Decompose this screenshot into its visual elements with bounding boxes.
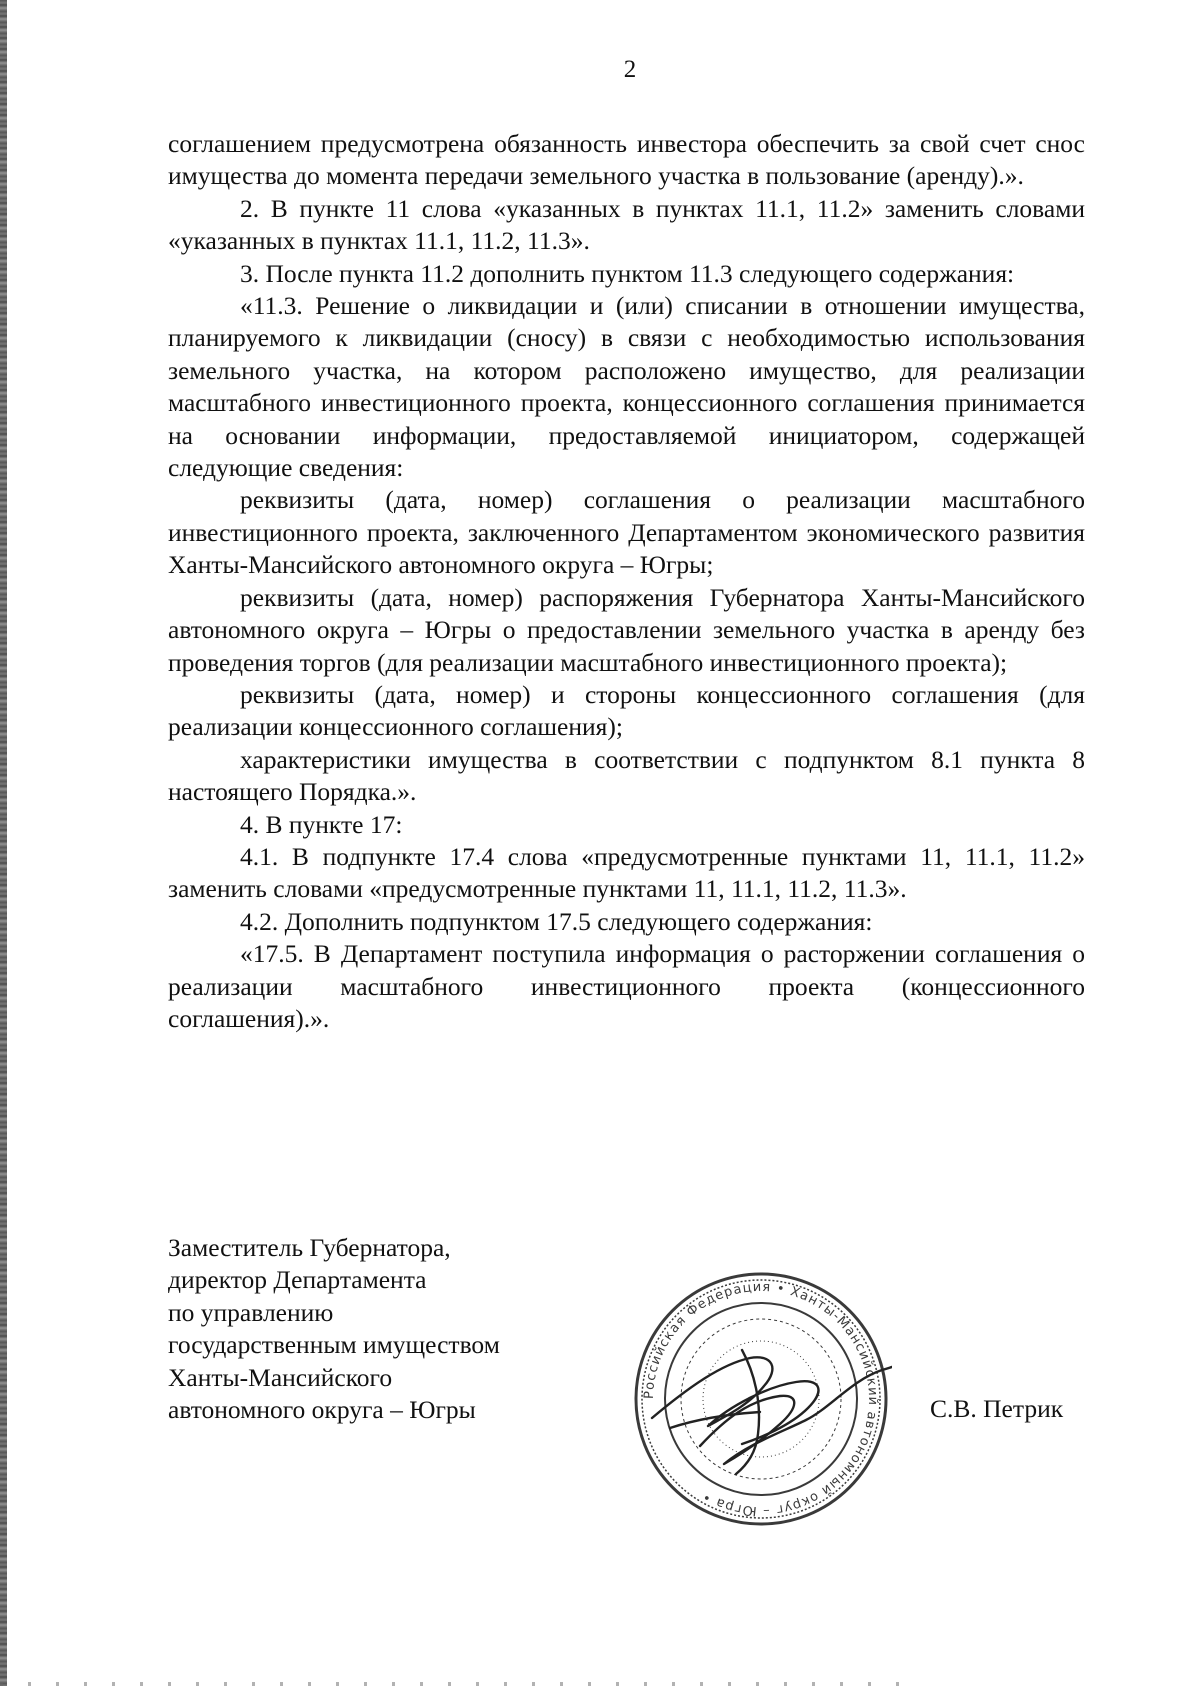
paragraph: 2. В пункте 11 слова «указанных в пунктах 11.1, 11.2» заменить словами «указанных в пунктах 11.1, 11.2, 11.3». xyxy=(168,193,1085,256)
paragraph: характеристики имущества в соответствии с подпунктом 8.1 пункта 8 настоящего Порядка.». xyxy=(168,744,1085,807)
paragraph: реквизиты (дата, номер) соглашения о реализации масштабного инвестиционного проекта, заключенного Департаментом экономического развития Ханты-Мансийского автономного округа – Югры; xyxy=(168,485,1085,580)
signatory-title-line: директор Департамента xyxy=(168,1265,427,1295)
paragraph: 4.1. В подпункте 17.4 слова «предусмотренные пунктами 11, 11.1, 11.2» заменить словами «предусмотренные пунктами 11, 11.1, 11.2, 11.3». xyxy=(168,841,1085,904)
signer-name: С.В. Петрик xyxy=(930,1394,1064,1423)
signatory-title-line: по управлению xyxy=(168,1297,334,1327)
scan-bottom-artifact xyxy=(0,1682,900,1686)
paragraph: «11.3. Решение о ликвидации и (или) списании в отношении имущества, планируемого к ликвидации (сносу) в связи с необходимостью использования земельного участка, на котором расположено имущество, для реализации масштабного инвестиционного проекта, концессионного соглашения принимается на основании информации, предоставляемой инициатором, содержащей следующие сведения: xyxy=(168,291,1085,483)
signatory-title-line: Заместитель Губернатора, xyxy=(168,1233,451,1262)
document-body xyxy=(168,128,1085,1035)
paragraph: 4.2. Дополнить подпунктом 17.5 следующего содержания: xyxy=(240,906,873,936)
page-number: 2 xyxy=(623,56,637,83)
seal-text: Российская Федерация • Ханты-Мансийский автономный округ – Югра • xyxy=(641,1279,881,1519)
signatory-title-line: государственным имуществом xyxy=(168,1330,500,1360)
signatory-title-line: Ханты-Мансийского xyxy=(168,1362,393,1392)
paragraph: реквизиты (дата, номер) и стороны концессионного соглашения (для реализации концессионного соглашения); xyxy=(168,679,1085,742)
signatory-title-line: автономного округа – Югры xyxy=(168,1395,476,1425)
svg-text:Российская Федерация • Ханты-М xyxy=(642,1280,880,1518)
scan-edge-artifact xyxy=(0,0,7,1686)
official-seal-icon xyxy=(630,1268,892,1530)
paragraph: 3. После пункта 11.2 дополнить пунктом 11.3 следующего содержания: xyxy=(240,258,1015,288)
paragraph: соглашением предусмотрена обязанность инвестора обеспечить за свой счет снос имущества до момента передачи земельного участка в пользование (аренду).». xyxy=(168,129,1085,191)
signatory-title xyxy=(168,1232,500,1426)
paragraph: 4. В пункте 17: xyxy=(240,809,403,839)
paragraph: «17.5. В Департамент поступила информация о расторжении соглашения о реализации масштабного инвестиционного проекта (концессионного соглашения).». xyxy=(168,939,1085,1033)
paragraph: реквизиты (дата, номер) распоряжения Губернатора Ханты-Мансийского автономного округа – Югры о предоставлении земельного участка в аренду без проведения торгов (для реализации масштабного инвестиционного проекта); xyxy=(168,582,1085,677)
